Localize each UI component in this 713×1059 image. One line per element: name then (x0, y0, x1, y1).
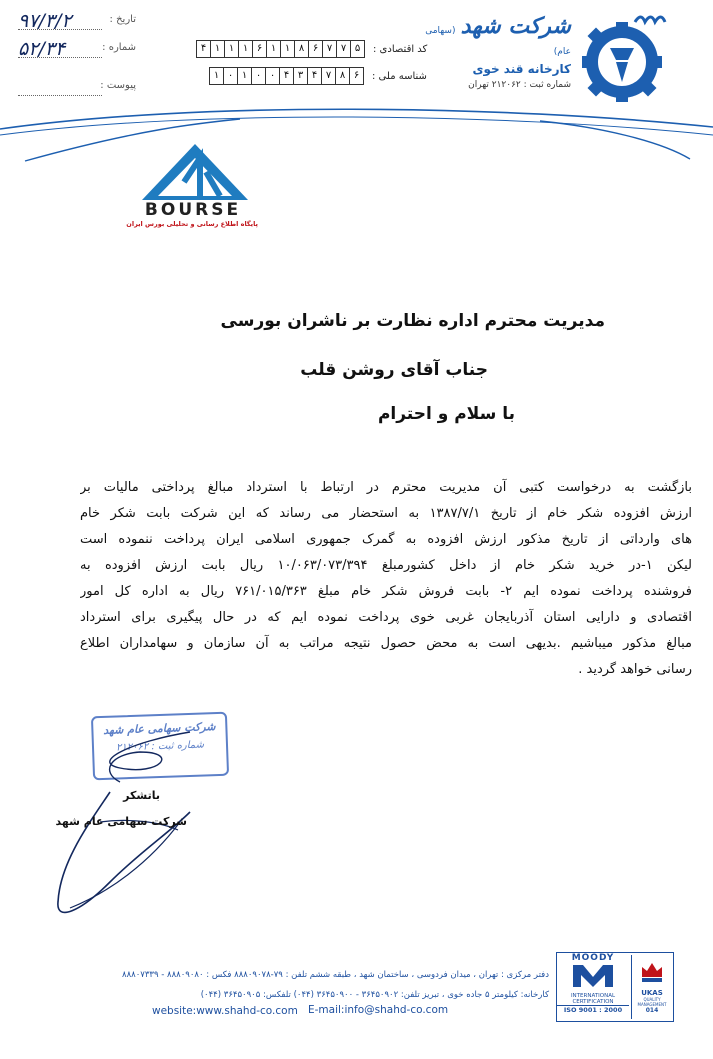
economic-code-digit: ۱ (225, 41, 239, 57)
company-gear-logo-icon (580, 8, 670, 106)
economic-code-digit: ۷ (337, 41, 351, 57)
footer-email: E-mail:info@shahd-co.com (308, 1004, 449, 1016)
body-line: ارزش افزوده شکر خام از تاریخ ۱۳۸۷/۷/۱ به استحضار می رساند که این شرکت بابت شکر خام (80, 506, 692, 521)
company-subtitle: کارخانه قند خوی (472, 62, 571, 76)
iso-label: ISO 9001 : 2000 (557, 1005, 629, 1014)
economic-code-digit: ۵ (354, 43, 361, 54)
national-id-digit: ۸ (336, 68, 350, 84)
moody-mark-icon (571, 963, 615, 989)
moody-line2: CERTIFICATION (572, 999, 614, 1005)
national-id-digit: ۳ (294, 68, 308, 84)
body-line: بازگشت به درخواست کتبی آن مدیریت محترم در ارتباط با استرداد مبالغ پرداختی مالیات بر (80, 480, 692, 495)
body-line: فروشنده پرداخت نموده ایم ۲- بابت فروش شکر خام مبلغ ۷۶۱/۰۱۵/۳۶۳ ریال به اداره کل امور (80, 584, 692, 599)
economic-code-digit: ۱ (239, 41, 253, 57)
national-id-row (209, 67, 427, 85)
national-id-digit: ۴ (280, 68, 294, 84)
letter-body (80, 475, 692, 683)
recipient-line-1: مدیریت محترم اداره نظارت بر ناشران بورسی (220, 311, 605, 331)
economic-code-row (196, 40, 427, 58)
footer-factory-address: کارخانه: کیلومتر ۵ جاده خوی ، تبریز تلفن: ۳۶۴۵۰۹۰۲ - ۳۶۴۵۰۹۰۰ (۰۴۴) تلفکس: ۳۶۴۵۰۹۰۵ (۰۴۴) (200, 990, 549, 1000)
closing-text: باتشکر (123, 789, 160, 802)
recipient-line-2: جناب آقای روشن قلب (300, 360, 488, 380)
moody-logo (557, 953, 629, 1021)
crown-icon (639, 959, 665, 985)
economic-code-digit: ۶ (309, 41, 323, 57)
date-field (18, 10, 136, 32)
moody-text: MOODY (571, 953, 615, 963)
company-type: (سهامی عام) (425, 26, 571, 57)
bourse-logo (128, 142, 258, 232)
national-id-digit: ۱ (210, 68, 224, 84)
bourse-wordmark: BOURSE (144, 200, 242, 220)
attachment-label: پیوست : (100, 80, 136, 91)
bourse-triangle-icon (140, 142, 250, 202)
national-id-digit: ۰ (266, 68, 280, 84)
ukas-logo (631, 955, 672, 1019)
number-label: شماره : (102, 42, 136, 53)
body-line: های وارداتی از تاریخ مذکور ارزش افزوده به گمرک جمهوری اسلامی ایران پرداخت ننموده است (80, 532, 692, 547)
national-id-digit: ۷ (322, 68, 336, 84)
economic-code-digit: ۱ (267, 41, 281, 57)
economic-code-digit: ۴ (197, 41, 211, 57)
date-value: ۹۷/۳/۲ (18, 10, 72, 32)
moody-line1: INTERNATIONAL (570, 993, 616, 999)
company-block (421, 14, 571, 90)
national-id-digit: ۱ (238, 68, 252, 84)
company-name: شرکت شهد (460, 14, 571, 39)
body-line: لیکن ۱-در خرید شکر خام از داخل کشورمبلغ ۱۰/۰۶۳/۰۷۳/۳۹۴ ریال بابت ارزش افزوده به (80, 558, 692, 573)
signatory-name: شرکت سهامی عام شهد (55, 815, 187, 828)
economic-code-boxes (196, 40, 365, 58)
body-line: رسانی خواهد گردید . (578, 662, 692, 677)
footer-hq-address: دفتر مرکزی : تهران ، میدان فردوسی ، ساختمان شهد ، طبقه ششم تلفن : ۷۹-۸۸۸۰۹۰۷۸ فکس : ۸۸۸۰۹۰۸۰ - ۸۸۸۰۷۳۳۹ (122, 970, 549, 980)
national-id-label: شناسه ملی : (372, 70, 427, 82)
body-line: مبالغ مذکور میباشیم .بدیهی است به محض حصول نتیجه مراتب به آن سازمان و سهامداران اطلاع (80, 636, 692, 651)
number-value: ۵۲/۳۴ (18, 38, 66, 60)
national-id-boxes (209, 67, 364, 85)
body-line: اقتصادی و دارایی استان آذربایجان غربی خوی پرداخت نموده ایم که در حال پیگیری برای استرداد (80, 610, 692, 625)
ukas-number: 014 (645, 1007, 659, 1014)
ukas-subtext: QUALITY MANAGEMENT (637, 997, 667, 1007)
header-swoosh-lines (0, 95, 713, 175)
company-registration: شماره ثبت : ۲۱۲۰۶۲ تهران (468, 80, 571, 90)
economic-code-digit: ۱ (281, 41, 295, 57)
economic-code-digit: ۷ (323, 41, 337, 57)
seal-number: شماره ثبت : ۲۱۲۰۶۲ (115, 739, 205, 754)
economic-code-digit: ۱ (211, 41, 225, 57)
economic-code-digit: ۸ (295, 41, 309, 57)
national-id-digit: ۶ (353, 70, 360, 81)
bourse-caption: پایگاه اطلاع رسانی و تحلیلی بورس ایران (126, 220, 258, 228)
certification-badge (556, 952, 674, 1022)
economic-code-label: کد اقتصادی : (373, 43, 428, 55)
number-field (18, 38, 136, 60)
national-id-digit: ۰ (224, 68, 238, 84)
greeting: با سلام و احترام (377, 404, 515, 424)
ukas-text: UKAS (641, 989, 663, 997)
date-label: تاریخ : (109, 14, 136, 25)
national-id-digit: ۴ (308, 68, 322, 84)
economic-code-digit: ۶ (253, 41, 267, 57)
footer-website: website:www.shahd-co.com (152, 1005, 298, 1017)
national-id-digit: ۰ (252, 68, 266, 84)
seal-text: شرکت سهامی عام شهد (103, 720, 216, 737)
